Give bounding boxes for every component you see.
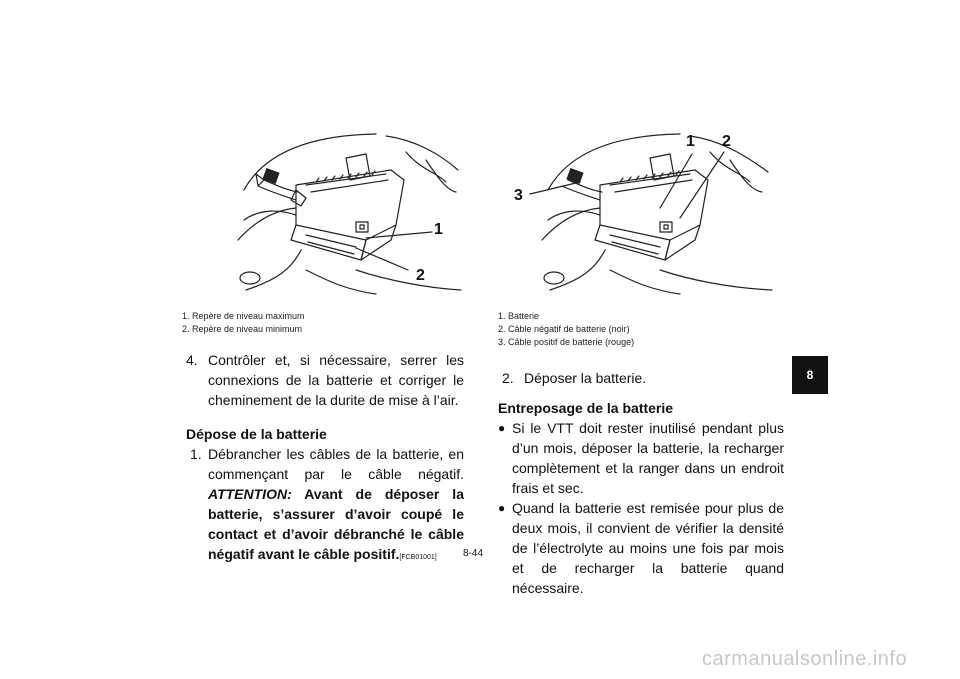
step-number: 4. <box>186 352 198 368</box>
step-number: 1. <box>190 446 202 462</box>
right-callout-list <box>498 310 634 349</box>
step-text: Contrôler et, si nécessaire, serrer les connexions de la batterie et corriger le cheminement de la durite de mise à l’air. <box>208 352 464 408</box>
section-title-battery-removal: Dépose de la batterie <box>186 426 327 442</box>
battery-level-illustration <box>236 130 466 295</box>
bullet-text: Si le VTT doit rester inutilisé pendant plus d’un mois, déposer la batterie, la recharger complètement et la ranger dans un endroit frais et sec. <box>512 420 784 496</box>
step-2 <box>498 368 784 388</box>
step-4 <box>186 350 464 410</box>
figure-label-1: 1 <box>434 221 443 238</box>
reference-code: [FCB01001] <box>399 554 437 561</box>
step-text-main: Débrancher les câbles de la batterie, en commençant par le câble négatif. <box>208 446 464 482</box>
bullet-text: Quand la batterie est remisée pour plus de deux mois, il convient de vérifier la densité de l’électrolyte au moins une fois par mois et de recharger la batterie quand nécessaire. <box>512 500 784 596</box>
figure-label-2: 2 <box>416 267 425 284</box>
battery-cables-illustration <box>510 130 775 295</box>
left-column-text <box>186 350 464 568</box>
callout-battery: 1. Batterie <box>498 311 540 321</box>
right-column-text <box>498 368 784 598</box>
bullet-icon: ● <box>498 501 506 515</box>
bullet-item <box>498 498 784 598</box>
attention-text: Avant de déposer la batterie, s’assurer d’avoir coupé le contact et d’avoir débranché le câble négatif avant le câble positif. <box>208 486 464 562</box>
chapter-tab: 8 <box>792 356 828 394</box>
figure-label-2: 2 <box>722 133 731 150</box>
left-callout-list <box>182 310 305 336</box>
step-text: Déposer la batterie. <box>524 370 647 386</box>
callout-negative-cable: 2. Câble négatif de batterie (noir) <box>498 324 630 334</box>
callout-max-level: 1. Repère de niveau maximum <box>182 311 305 321</box>
figure-label-3: 3 <box>514 187 523 204</box>
step-number: 2. <box>502 370 514 386</box>
bullet-icon: ● <box>498 421 506 435</box>
figure-label-1: 1 <box>686 133 695 150</box>
page-number: 8-44 <box>463 548 484 559</box>
callout-positive-cable: 3. Câble positif de batterie (rouge) <box>498 337 635 347</box>
step-1 <box>186 444 464 568</box>
step-text <box>208 444 464 568</box>
section-title-battery-storage: Entreposage de la batterie <box>498 400 674 416</box>
callout-min-level: 2. Repère de niveau minimum <box>182 324 303 334</box>
attention-label: ATTENTION: <box>208 486 292 502</box>
bullet-item <box>498 418 784 498</box>
watermark: carmanualsonline.info <box>702 648 908 670</box>
